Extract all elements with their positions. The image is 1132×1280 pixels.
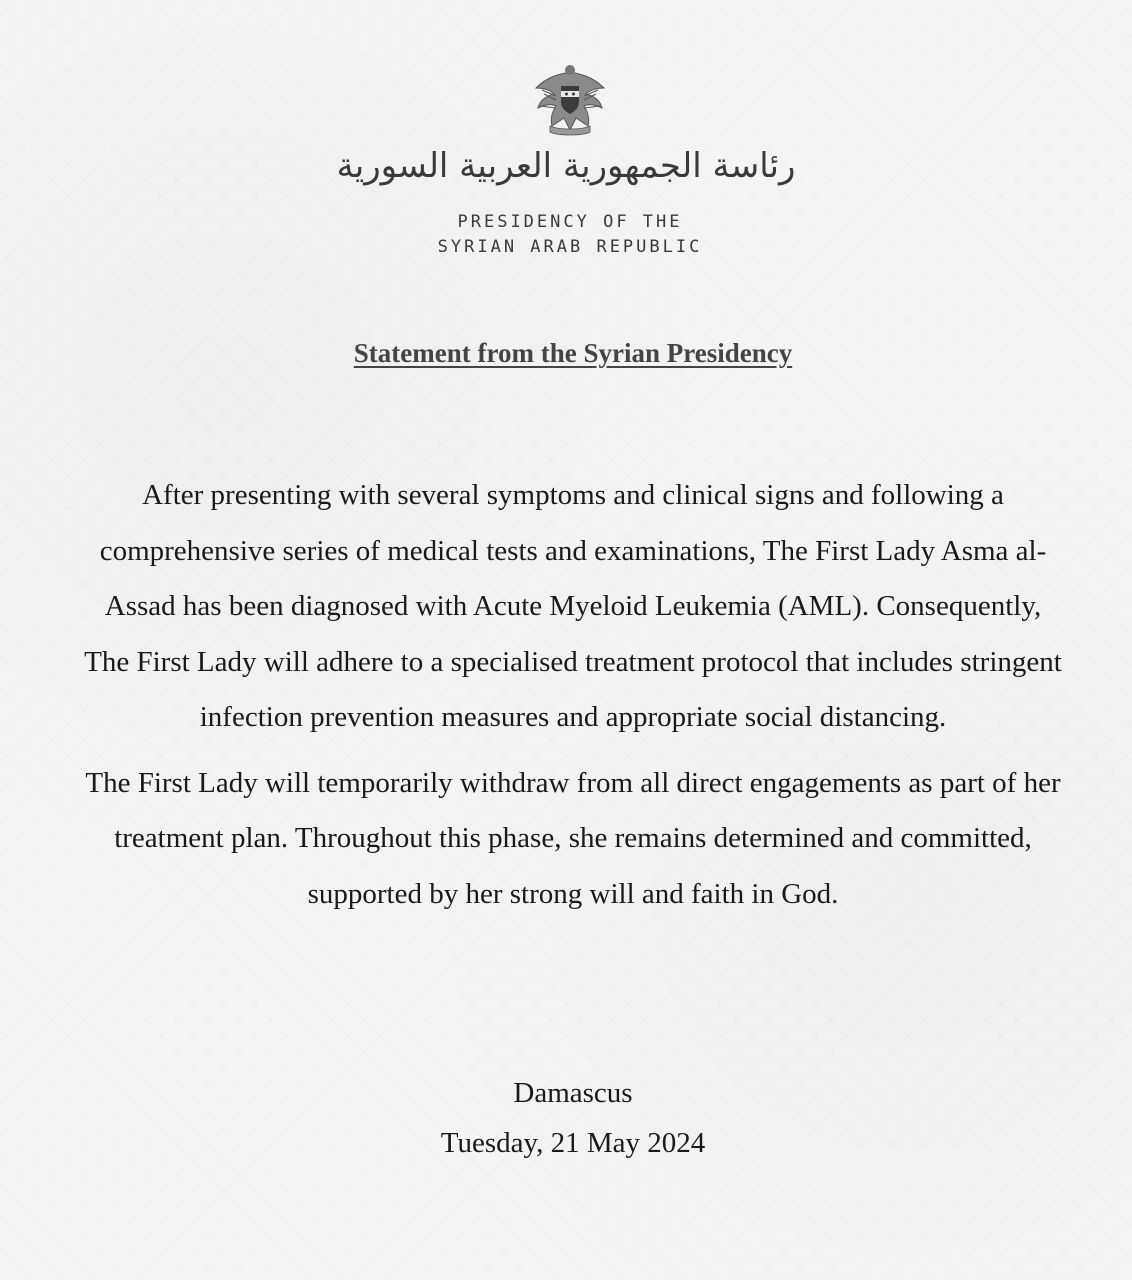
eagle-emblem-icon xyxy=(530,60,610,140)
statement-signature xyxy=(0,1068,1132,1168)
statement-paragraph-2: The First Lady will temporarily withdraw from all direct engagements as part of her treatment plan. Throughout this phase, she remains determined and committed, supported by her strong will and faith in God. xyxy=(85,766,1061,910)
presidency-english-name xyxy=(0,210,1132,260)
statement-paragraph-1: After presenting with several symptoms and clinical signs and following a comprehensive series of medical tests and examinations, The First Lady Asma al-Assad has been diagnosed with Acute Myeloid Leukemia (AML). Consequently, The First Lady will adhere to a specialised treatment protocol that includes stringent infection prevention measures and appropriate social distancing. xyxy=(84,479,1062,733)
statement-body xyxy=(80,468,1066,932)
presidency-english-line-1: PRESIDENCY OF THE xyxy=(457,212,683,232)
statement-date: Tuesday, 21 May 2024 xyxy=(440,1127,706,1159)
statement-title: Statement from the Syrian Presidency xyxy=(353,338,793,368)
presidency-english-line-2: SYRIAN ARAB REPUBLIC xyxy=(437,237,703,257)
presidency-arabic-name: رئاسة الجمهورية العربية السورية xyxy=(336,146,796,186)
statement-place: Damascus xyxy=(513,1077,633,1109)
